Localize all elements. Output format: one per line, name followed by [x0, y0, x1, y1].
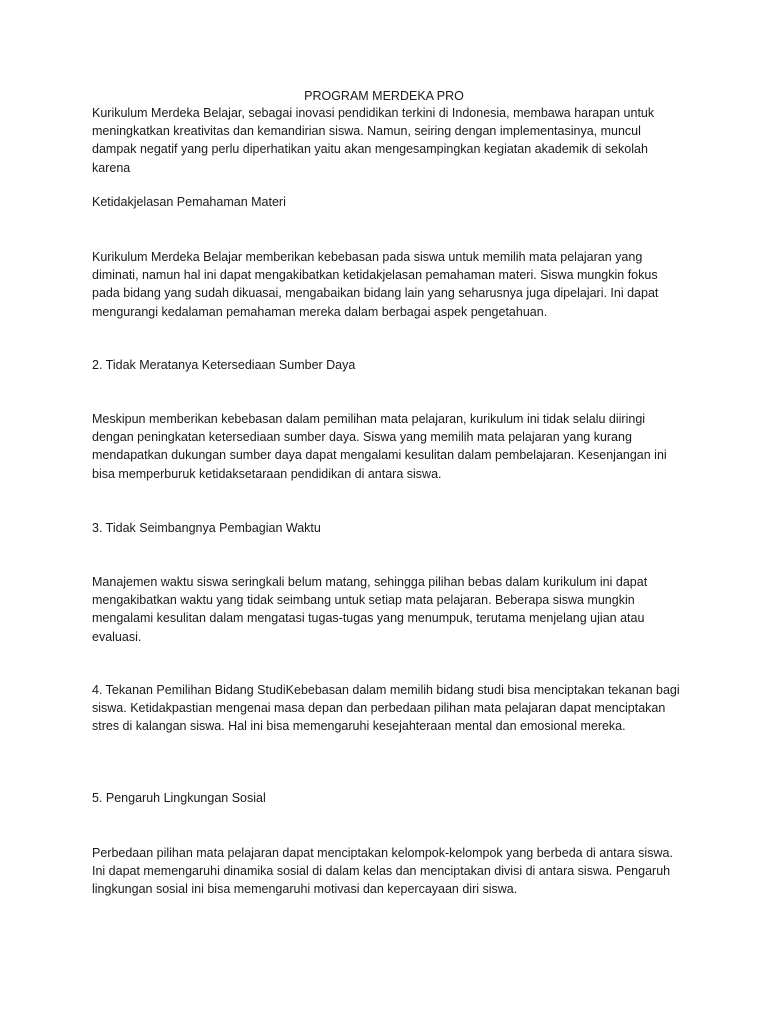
- section-heading-1: Ketidakjelasan Pemahaman Materi: [92, 195, 286, 209]
- document-title: PROGRAM MERDEKA PRO: [304, 89, 464, 103]
- section-heading-2: 2. Tidak Meratanya Ketersediaan Sumber Daya: [92, 358, 356, 372]
- section-body-3: Manajemen waktu siswa seringkali belum matang, sehingga pilihan bebas dalam kurikulum ini dapat mengakibatkan waktu yang tidak seimbang untuk setiap mata pelajaran. Beberapa siswa mungkin mengalami kesulitan dalam mengatasi tugas-tugas yang menumpuk, terutama menjelang ujian atau evaluasi.: [92, 575, 648, 644]
- section-body-2: Meskipun memberikan kebebasan dalam pemilihan mata pelajaran, kurikulum ini tidak selalu diiringi dengan peningkatan ketersediaan sumber daya. Siswa yang memilih mata pelajaran yang kurang mendapatkan dukungan sumber daya dapat mengalami kesulitan dalam pembelajaran. Kesenjangan ini bisa memperburuk ketidaksetaraan pendidikan di antara siswa.: [92, 412, 667, 481]
- section-heading-5: 5. Pengaruh Lingkungan Sosial: [92, 791, 266, 805]
- section-body-4: 4. Tekanan Pemilihan Bidang StudiKebebasan dalam memilih bidang studi bisa menciptakan tekanan bagi siswa. Ketidakpastian mengenai masa depan dan perbedaan pilihan mata pelajaran dapat menciptakan stres di kalangan siswa. Hal ini bisa memengaruhi kesejahteraan mental dan emosional mereka.: [92, 683, 680, 734]
- intro-paragraph: Kurikulum Merdeka Belajar, sebagai inovasi pendidikan terkini di Indonesia, membawa harapan untuk meningkatkan kreativitas dan kemandirian siswa. Namun, seiring dengan implementasinya, muncul dampak negatif yang perlu diperhatikan yaitu akan mengesampingkan kegiatan akademik di sekolah karena: [92, 106, 655, 175]
- section-heading-3: 3. Tidak Seimbangnya Pembagian Waktu: [92, 521, 321, 535]
- section-body-1: Kurikulum Merdeka Belajar memberikan kebebasan pada siswa untuk memilih mata pelajaran yang diminati, namun hal ini dapat mengakibatkan ketidakjelasan pemahaman materi. Siswa mungkin fokus pada bidang yang sudah dikuasai, mengabaikan bidang lain yang seharusnya juga dipelajari. Ini dapat mengurangi kedalaman pemahaman mereka dalam berbagai aspek pengetahuan.: [92, 250, 659, 319]
- section-body-5: Perbedaan pilihan mata pelajaran dapat menciptakan kelompok-kelompok yang berbeda di antara siswa. Ini dapat memengaruhi dinamika sosial di dalam kelas dan menciptakan divisi di antara siswa. Pengaruh lingkungan sosial ini bisa memengaruhi motivasi dan kepercayaan diri siswa.: [92, 846, 673, 897]
